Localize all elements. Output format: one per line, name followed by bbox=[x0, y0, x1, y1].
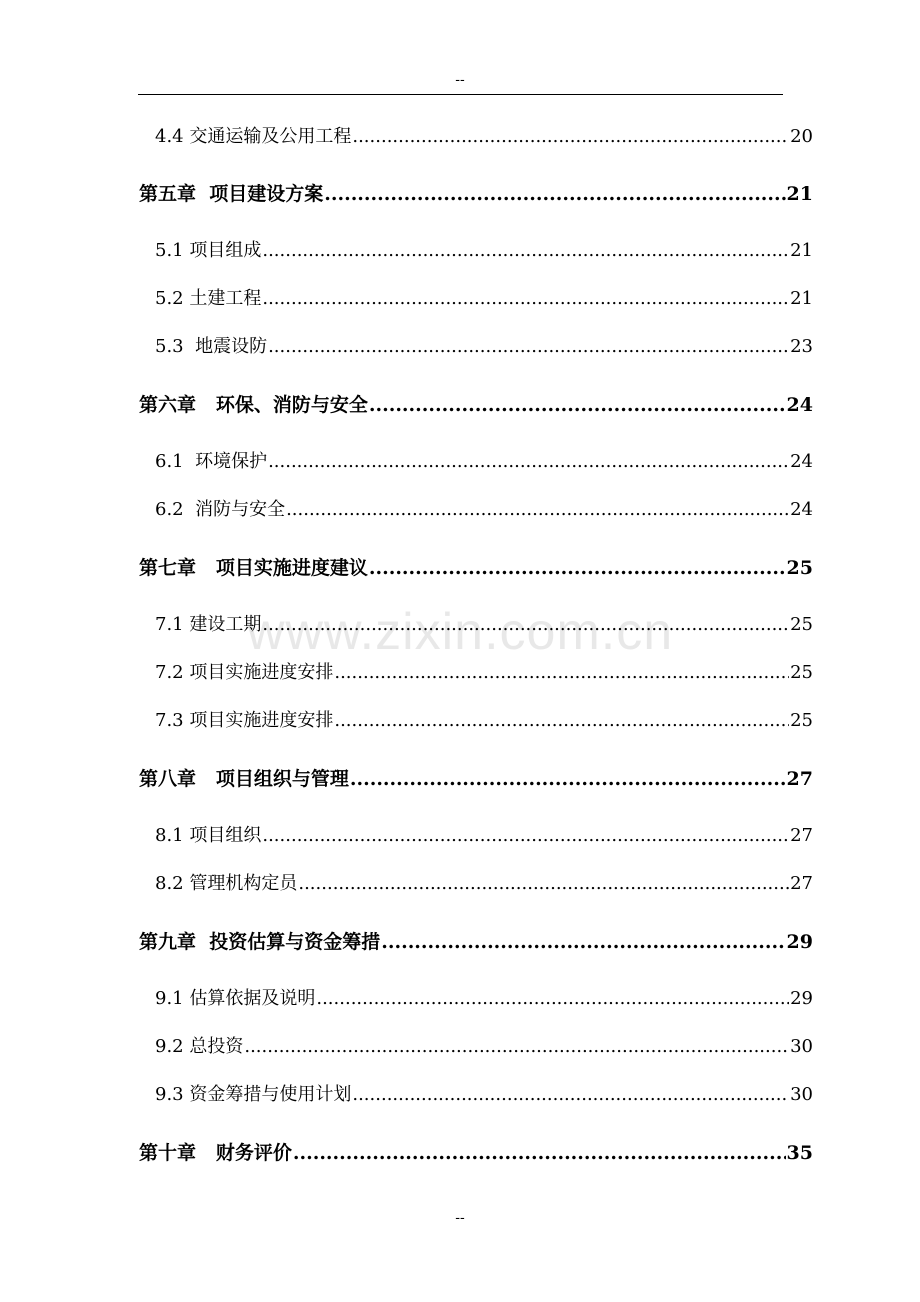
toc-page-number: 25 bbox=[786, 557, 813, 579]
toc-entry-label: 5.3 地震设防 bbox=[155, 336, 268, 357]
toc-page-number: 29 bbox=[786, 931, 813, 953]
toc-page-number: 27 bbox=[790, 825, 813, 846]
dot-leader bbox=[381, 929, 785, 955]
dot-leader bbox=[334, 660, 789, 686]
toc-entry-label: 9.3 资金筹措与使用计划 bbox=[155, 1084, 352, 1105]
toc-entry-label: 7.2 项目实施进度安排 bbox=[155, 662, 334, 683]
header-rule bbox=[138, 94, 783, 95]
toc-entry-label: 7.3 项目实施进度安排 bbox=[155, 710, 334, 731]
toc-entry-label: 6.1 环境保护 bbox=[155, 451, 268, 472]
toc-chapter-7[interactable] bbox=[139, 555, 813, 581]
toc-chapter-10[interactable] bbox=[139, 1140, 813, 1166]
toc-chapter-label: 第六章 环保、消防与安全 bbox=[139, 394, 368, 416]
toc-page-number: 30 bbox=[790, 1036, 813, 1057]
toc-page-number: 25 bbox=[790, 662, 813, 683]
toc-entry-6-2[interactable] bbox=[155, 497, 813, 523]
toc-entry-6-1[interactable] bbox=[155, 449, 813, 475]
toc-entry-7-3[interactable] bbox=[155, 708, 813, 734]
page-footer-mark: -- bbox=[455, 1210, 465, 1226]
toc-entry-label: 7.1 建设工期 bbox=[155, 614, 262, 635]
toc-page-number: 21 bbox=[790, 240, 813, 261]
dot-leader bbox=[262, 612, 789, 638]
toc-entry-label: 9.2 总投资 bbox=[155, 1036, 244, 1057]
toc-page-number: 24 bbox=[790, 451, 813, 472]
toc-chapter-label: 第五章 项目建设方案 bbox=[139, 183, 324, 205]
toc-entry-4-4[interactable] bbox=[155, 124, 813, 150]
toc-chapter-6[interactable] bbox=[139, 392, 813, 418]
toc-entry-7-1[interactable] bbox=[155, 612, 813, 638]
toc-page-number: 21 bbox=[786, 183, 813, 205]
dot-leader bbox=[262, 286, 789, 312]
watermark: www.zixin.com.cn bbox=[246, 603, 674, 661]
toc-chapter-5[interactable] bbox=[139, 181, 813, 207]
toc-page-number: 24 bbox=[786, 394, 813, 416]
toc-chapter-label: 第八章 项目组织与管理 bbox=[139, 768, 349, 790]
toc-entry-label: 8.2 管理机构定员 bbox=[155, 873, 298, 894]
dot-leader bbox=[369, 555, 786, 581]
toc-page-number: 29 bbox=[790, 988, 813, 1009]
toc-entry-label: 5.1 项目组成 bbox=[155, 240, 262, 261]
toc-entry-label: 4.4 交通运输及公用工程 bbox=[155, 126, 352, 147]
dot-leader bbox=[268, 449, 789, 475]
toc-chapter-label: 第七章 项目实施进度建议 bbox=[139, 557, 368, 579]
dot-leader bbox=[298, 871, 789, 897]
toc-page-number: 25 bbox=[790, 710, 813, 731]
toc-entry-label: 6.2 消防与安全 bbox=[155, 499, 286, 520]
toc-chapter-label: 第九章 投资估算与资金筹措 bbox=[139, 931, 381, 953]
toc-page-number: 27 bbox=[786, 768, 813, 790]
toc-page-number: 23 bbox=[790, 336, 813, 357]
dot-leader bbox=[262, 238, 789, 264]
toc-entry-5-3[interactable] bbox=[155, 334, 813, 360]
toc-page-number: 27 bbox=[790, 873, 813, 894]
dot-leader bbox=[268, 334, 789, 360]
toc-chapter-label: 第十章 财务评价 bbox=[139, 1142, 292, 1164]
dot-leader bbox=[316, 986, 789, 1012]
dot-leader bbox=[350, 766, 786, 792]
toc-page-number: 25 bbox=[790, 614, 813, 635]
dot-leader bbox=[262, 823, 789, 849]
toc-entry-9-1[interactable] bbox=[155, 986, 813, 1012]
toc-entry-5-1[interactable] bbox=[155, 238, 813, 264]
dot-leader bbox=[286, 497, 789, 523]
dot-leader bbox=[244, 1034, 789, 1060]
dot-leader bbox=[324, 181, 785, 207]
dot-leader bbox=[334, 708, 789, 734]
toc-entry-9-3[interactable] bbox=[155, 1082, 813, 1108]
toc-entry-label: 9.1 估算依据及说明 bbox=[155, 988, 316, 1009]
toc-entry-label: 8.1 项目组织 bbox=[155, 825, 262, 846]
dot-leader bbox=[352, 124, 789, 150]
toc-entry-8-1[interactable] bbox=[155, 823, 813, 849]
toc-page-number: 35 bbox=[786, 1142, 813, 1164]
toc-page-number: 24 bbox=[790, 499, 813, 520]
toc-page-number: 30 bbox=[790, 1084, 813, 1105]
toc-page-number: 21 bbox=[790, 288, 813, 309]
page-header-mark: -- bbox=[455, 72, 465, 88]
toc-chapter-9[interactable] bbox=[139, 929, 813, 955]
dot-leader bbox=[352, 1082, 789, 1108]
toc-entry-7-2[interactable] bbox=[155, 660, 813, 686]
toc-entry-9-2[interactable] bbox=[155, 1034, 813, 1060]
dot-leader bbox=[369, 392, 786, 418]
toc-entry-label: 5.2 土建工程 bbox=[155, 288, 262, 309]
toc-page-number: 20 bbox=[790, 126, 813, 147]
toc-entry-5-2[interactable] bbox=[155, 286, 813, 312]
toc-chapter-8[interactable] bbox=[139, 766, 813, 792]
toc-entry-8-2[interactable] bbox=[155, 871, 813, 897]
dot-leader bbox=[293, 1140, 786, 1166]
